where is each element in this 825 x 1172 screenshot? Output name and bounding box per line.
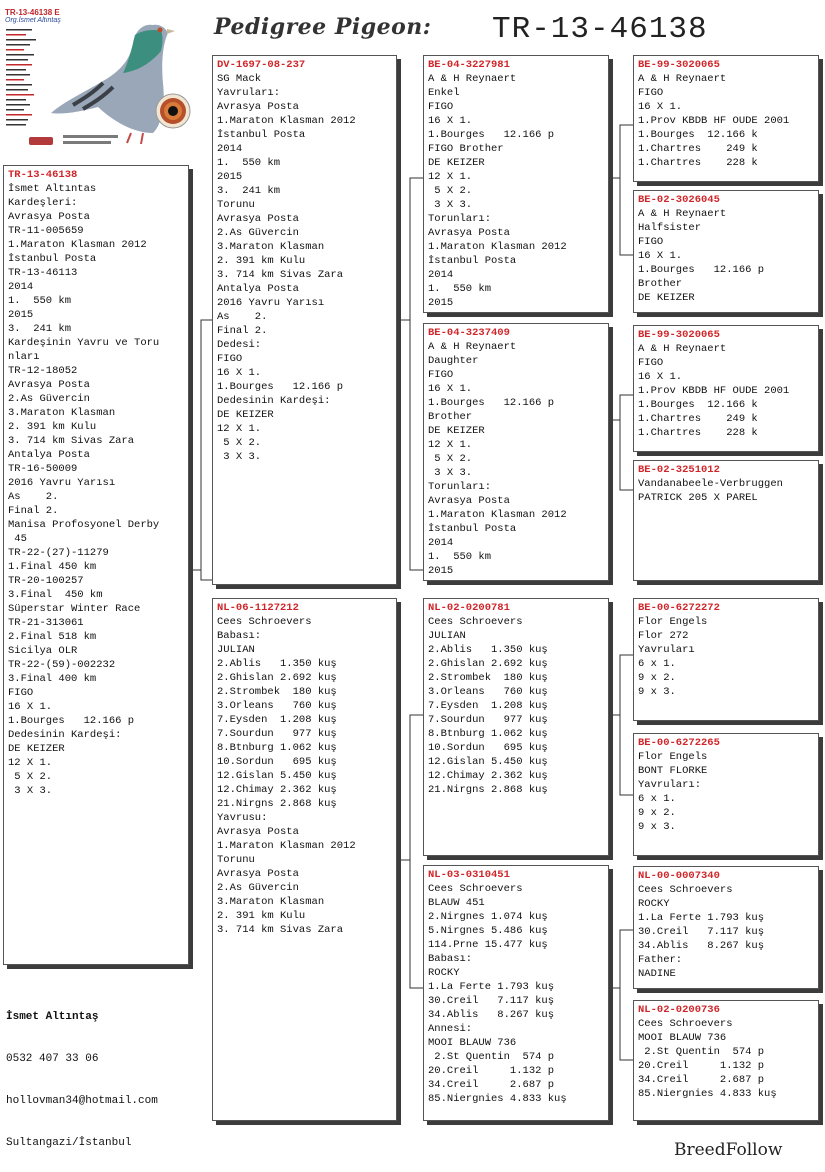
card-line: 2. 391 km Kulu [8, 421, 97, 433]
connector-ds-dss [609, 655, 634, 715]
card-line: 2014 [428, 269, 454, 281]
card-line: 85.Niergnies 4.833 kuş [638, 1088, 777, 1100]
card-line: 85.Niergnies 4.833 kuş [428, 1093, 567, 1105]
connector-ss-sss [609, 125, 634, 178]
card-line: 16 X 1. [638, 101, 683, 113]
card-line: TR-11-005659 [8, 225, 84, 237]
card-sss [633, 55, 819, 182]
card-line: 2015 [428, 297, 454, 309]
ring-number: NL-03-0310451 [428, 869, 510, 881]
logo-ring: TR-13-46138 E [5, 8, 60, 17]
card-line: 3. 714 km Sivas Zara [217, 924, 344, 936]
card-line: 2.Ablis 1.350 kuş [428, 644, 548, 656]
card-line: Flor Engels [638, 616, 708, 628]
connector-dd-dds [609, 930, 634, 988]
card-sire [212, 55, 397, 585]
card-line: Antalya Posta [8, 449, 90, 461]
card-line: 16 X 1. [428, 383, 473, 395]
card-line: İstanbul Posta [428, 523, 517, 535]
card-line: 1.La Ferte 1.793 kuş [638, 912, 765, 924]
card-line: TR-12-18052 [8, 365, 78, 377]
card-line: 2.Nirgnes 1.074 kuş [428, 911, 548, 923]
card-line: 5 X 2. [8, 771, 53, 783]
card-line: 2.St Quentin 574 p [638, 1046, 765, 1058]
card-line: Yavruları: [217, 87, 281, 99]
card-line: Brother [638, 278, 683, 290]
logo-org: Org.İsmet Altıntaş [5, 17, 61, 24]
card-line: TR-16-50009 [8, 463, 78, 475]
card-sdd [633, 460, 819, 581]
card-line: 12.Chimay 2.362 kuş [428, 770, 548, 782]
card-line: 1. 550 km [217, 157, 281, 169]
card-line: Dedesinin Kardeşi: [8, 729, 122, 741]
card-line: İstanbul Posta [217, 129, 306, 141]
card-line: 1.Maraton Klasman 2012 [217, 115, 356, 127]
card-line: 1.Maraton Klasman 2012 [217, 840, 356, 852]
card-line: 3. 241 km [8, 323, 72, 335]
card-line: As 2. [8, 491, 59, 503]
card-line: Babası: [428, 953, 473, 965]
card-line: 2014 [217, 143, 243, 155]
card-line: 1.Final 450 km [8, 561, 97, 573]
card-line: Kardeşleri: [8, 197, 78, 209]
card-line: 9 x 3. [638, 821, 676, 833]
card-line: 16 X 1. [217, 367, 262, 379]
card-line: 3.Maraton Klasman [217, 896, 325, 908]
card-line: 2014 [8, 281, 34, 293]
card-line: Antalya Posta [217, 283, 299, 295]
card-line: 8.Btnburg 1.062 kuş [217, 742, 337, 754]
card-line: 2.As Güvercin [217, 227, 299, 239]
ring-number: BE-04-3227981 [428, 59, 510, 71]
card-lines [638, 477, 814, 505]
card-line: 34.Ablis 8.267 kuş [638, 940, 765, 952]
card-line: Yavrusu: [217, 812, 268, 824]
card-lines [428, 340, 604, 578]
card-lines [8, 182, 184, 798]
card-line: FIGO [638, 236, 664, 248]
card-line: 3. 714 km Sivas Zara [8, 435, 135, 447]
card-line: 45 [8, 533, 27, 545]
card-line: 2. 391 km Kulu [217, 910, 306, 922]
ring-number: BE-00-6272265 [638, 737, 720, 749]
card-line: DE KEIZER [638, 292, 695, 304]
card-line: A & H Reynaert [428, 73, 517, 85]
card-line: 3 X 3. [217, 451, 262, 463]
card-line: TR-13-46113 [8, 267, 78, 279]
card-line: 1.Bourges 12.166 p [217, 381, 344, 393]
card-line: 6 x 1. [638, 793, 676, 805]
card-line: 34.Creil 2.687 p [428, 1079, 555, 1091]
card-line: JULIAN [217, 644, 255, 656]
card-line: Enkel [428, 87, 460, 99]
connector-subject-sire [189, 320, 214, 570]
card-line: DE KEIZER [428, 157, 485, 169]
card-line: Flor 272 [638, 630, 689, 642]
page-ring-number: TR-13-46138 [492, 12, 708, 47]
ring-number: NL-06-1127212 [217, 602, 299, 614]
card-line: 5 X 2. [428, 185, 473, 197]
card-line: A & H Reynaert [638, 73, 727, 85]
card-line: 12.Chimay 2.362 kuş [217, 784, 337, 796]
card-line: 20.Creil 1.132 p [638, 1060, 765, 1072]
card-line: 3. 714 km Sivas Zara [217, 269, 344, 281]
card-dam-dam [423, 865, 609, 1121]
card-line: 1.Chartres 228 k [638, 157, 758, 169]
card-line: 3 X 3. [428, 199, 473, 211]
card-line: 1. 550 km [428, 551, 492, 563]
card-line: Cees Schroevers [217, 616, 312, 628]
card-line: 2.Strombek 180 kuş [217, 686, 337, 698]
card-line: Kardeşinin Yavru ve Toru [8, 337, 160, 349]
contact-block [6, 982, 158, 1164]
contact-name: İsmet Altıntaş [6, 1011, 99, 1023]
card-line: 3 X 3. [8, 785, 53, 797]
card-line: 2.Final 518 km [8, 631, 97, 643]
card-line: 21.Nirgns 2.868 kuş [217, 798, 337, 810]
card-line: 114.Prne 15.477 kuş [428, 939, 548, 951]
card-line: Torunu [217, 854, 255, 866]
connector-ss-ssd [620, 178, 634, 255]
contact-address: Sultangazi/İstanbul [6, 1137, 132, 1149]
card-line: 2.As Güvercin [217, 882, 299, 894]
card-line: 2. 391 km Kulu [217, 255, 306, 267]
card-line: DE KEIZER [8, 743, 65, 755]
card-line: 21.Nirgns 2.868 kuş [428, 784, 548, 796]
card-line: 12.Gislan 5.450 kuş [217, 770, 337, 782]
card-sire-sire [423, 55, 609, 313]
card-line: 1.Bourges 12.166 k [638, 399, 758, 411]
card-dam-sire [423, 598, 609, 856]
card-line: Halfsister [638, 222, 702, 234]
card-dss [633, 598, 819, 721]
card-line: İstanbul Posta [8, 253, 97, 265]
card-line: A & H Reynaert [638, 343, 727, 355]
card-lines [217, 72, 392, 464]
card-line: 30.Creil 7.117 kuş [638, 926, 765, 938]
card-line: 16 X 1. [638, 250, 683, 262]
card-line: Vandanabeele-Verbruggen [638, 478, 783, 490]
card-line: Father: [638, 954, 683, 966]
card-line: Cees Schroevers [428, 616, 523, 628]
ring-number: BE-02-3251012 [638, 464, 720, 476]
connector-dd-ddd [620, 988, 634, 1060]
card-lines [638, 342, 814, 440]
card-line: TR-20-100257 [8, 575, 84, 587]
card-line: 1.Maraton Klasman 2012 [428, 509, 567, 521]
card-line: TR-22-(27)-11279 [8, 547, 109, 559]
card-line: 3.Orleans 760 kuş [217, 700, 337, 712]
card-line: Final 2. [8, 505, 59, 517]
card-lines [217, 615, 392, 937]
card-line: 2.As Güvercin [8, 393, 90, 405]
card-line: 1.Prov KBDB HF OUDE 2001 [638, 115, 790, 127]
card-line: Avrasya Posta [217, 868, 299, 880]
card-line: 16 X 1. [638, 371, 683, 383]
card-line: BLAUW 451 [428, 897, 485, 909]
card-line: 1. 550 km [428, 283, 492, 295]
card-line: 12 X 1. [428, 171, 473, 183]
card-line: Avrasya Posta [428, 227, 510, 239]
card-line: 2014 [428, 537, 454, 549]
card-line: Annesi: [428, 1023, 473, 1035]
card-line: Daughter [428, 355, 479, 367]
card-line: 1.Bourges 12.166 p [8, 715, 135, 727]
card-lines [638, 750, 814, 834]
card-line: İsmet Altıntas [8, 183, 97, 195]
card-line: 1.Maraton Klasman 2012 [8, 239, 147, 251]
card-line: 1. 550 km [8, 295, 72, 307]
ring-number: DV-1697-08-237 [217, 59, 306, 71]
card-line: 2015 [217, 171, 243, 183]
card-line: 9 x 3. [638, 686, 676, 698]
card-line: 2016 Yavru Yarısı [8, 477, 116, 489]
card-line: 16 X 1. [428, 115, 473, 127]
card-line: FIGO [638, 87, 664, 99]
card-line: 9 x 2. [638, 807, 676, 819]
card-line: 7.Sourdun 977 kuş [428, 714, 548, 726]
card-line: FIGO [638, 357, 664, 369]
card-line: Final 2. [217, 325, 268, 337]
page-title: Pedigree Pigeon: [214, 14, 432, 40]
card-sds [633, 325, 819, 452]
card-line: 16 X 1. [8, 701, 53, 713]
card-line: 10.Sordun 695 kuş [428, 742, 548, 754]
card-line: Brother [428, 411, 473, 423]
card-lines [638, 883, 814, 981]
card-line: PATRICK 205 X PAREL [638, 492, 758, 504]
card-line: FIGO [8, 687, 34, 699]
card-line: 2015 [428, 565, 454, 577]
card-dds [633, 866, 819, 989]
ring-number: NL-02-0200781 [428, 602, 510, 614]
card-line: Avrasya Posta [217, 101, 299, 113]
card-ssd [633, 190, 819, 313]
card-line: 2015 [8, 309, 34, 321]
ring-number: BE-00-6272272 [638, 602, 720, 614]
connector-dam-ds [397, 715, 425, 860]
card-line: 3.Final 400 km [8, 673, 97, 685]
brand-footer[interactable]: BreedFollow [674, 1140, 783, 1160]
card-line: 1.Maraton Klasman 2012 [428, 241, 567, 253]
card-line: 2.Ghislan 2.692 kuş [217, 672, 337, 684]
card-line: Manisa Profosyonel Derby [8, 519, 160, 531]
card-dam [212, 598, 397, 1121]
card-line: Cees Schroevers [638, 884, 733, 896]
card-line: 1.Chartres 228 k [638, 427, 758, 439]
card-line: 34.Ablis 8.267 kuş [428, 1009, 555, 1021]
card-line: 9 x 2. [638, 672, 676, 684]
ring-number: BE-04-3237409 [428, 327, 510, 339]
ring-number: TR-13-46138 [8, 169, 78, 181]
card-line: Cees Schroevers [428, 883, 523, 895]
card-line: 2.Strombek 180 kuş [428, 672, 548, 684]
card-line: Yavruları [638, 644, 695, 656]
card-line: 1.Bourges 12.166 p [428, 397, 555, 409]
card-lines [428, 615, 604, 797]
card-line: Torunları: [428, 481, 492, 493]
logo-panel [3, 3, 191, 153]
card-line: 2.Ghislan 2.692 kuş [428, 658, 548, 670]
card-line: ROCKY [428, 967, 460, 979]
card-line: 2016 Yavru Yarısı [217, 297, 325, 309]
card-line: 1.Prov KBDB HF OUDE 2001 [638, 385, 790, 397]
contact-email[interactable]: hollovman34@hotmail.com [6, 1095, 158, 1107]
ring-number: NL-02-0200736 [638, 1004, 720, 1016]
card-lines [638, 72, 814, 170]
card-line: FIGO [217, 353, 243, 365]
card-line: Yavruları: [638, 779, 702, 791]
card-line: 3.Maraton Klasman [8, 407, 116, 419]
card-line: TR-22-(59)-002232 [8, 659, 116, 671]
connector-sire-ss [397, 178, 425, 320]
card-line: 1.Bourges 12.166 p [638, 264, 765, 276]
card-line: Avrasya Posta [428, 495, 510, 507]
card-line: MOOI BLAUW 736 [638, 1032, 727, 1044]
card-line: 20.Creil 1.132 p [428, 1065, 555, 1077]
card-line: 12 X 1. [428, 439, 473, 451]
card-lines [638, 1017, 814, 1101]
card-line: A & H Reynaert [428, 341, 517, 353]
card-lines [428, 882, 604, 1106]
card-line: 10.Sordun 695 kuş [217, 756, 337, 768]
card-line: 34.Creil 2.687 p [638, 1074, 765, 1086]
card-line: 3. 241 km [217, 185, 281, 197]
card-line: Süperstar Winter Race [8, 603, 141, 615]
card-line: FIGO [428, 369, 454, 381]
card-line: Avrasya Posta [8, 211, 90, 223]
connector-sd-sdd [620, 420, 634, 490]
card-line: 5.Nirgnes 5.486 kuş [428, 925, 548, 937]
card-line: 7.Sourdun 977 kuş [217, 728, 337, 740]
card-line: Avrasya Posta [8, 379, 90, 391]
card-subject [3, 165, 189, 965]
card-dsd [633, 733, 819, 856]
card-line: Flor Engels [638, 751, 708, 763]
card-line: NADINE [638, 968, 676, 980]
card-line: SG Mack [217, 73, 262, 85]
card-line: Dedesinin Kardeşi: [217, 395, 331, 407]
card-line: 3.Final 450 km [8, 589, 103, 601]
card-line: 8.Btnburg 1.062 kuş [428, 728, 548, 740]
card-line: 1.Chartres 249 k [638, 413, 758, 425]
card-line: Sicilya OLR [8, 645, 78, 657]
card-line: BONT FLORKE [638, 765, 708, 777]
card-line: 12 X 1. [8, 757, 53, 769]
contact-phone: 0532 407 33 06 [6, 1053, 99, 1065]
card-line: JULIAN [428, 630, 466, 642]
card-line: Torunu [217, 199, 255, 211]
card-line: 7.Eysden 1.208 kuş [217, 714, 337, 726]
card-line: 1.Chartres 249 k [638, 143, 758, 155]
card-line: 5 X 2. [217, 437, 262, 449]
card-line: TR-21-313061 [8, 617, 84, 629]
card-line: 30.Creil 7.117 kuş [428, 995, 555, 1007]
card-line: 3.Orleans 760 kuş [428, 686, 548, 698]
card-line: 3 X 3. [428, 467, 473, 479]
pigeon-image [3, 3, 191, 153]
card-lines [638, 207, 814, 305]
card-line: Avrasya Posta [217, 213, 299, 225]
card-sire-dam [423, 323, 609, 581]
card-line: İstanbul Posta [428, 255, 517, 267]
card-line: 1.Bourges 12.166 p [428, 129, 555, 141]
card-line: Torunları: [428, 213, 492, 225]
card-line: nları [8, 351, 40, 363]
card-ddd [633, 1000, 819, 1121]
card-line: Avrasya Posta [217, 826, 299, 838]
card-line: As 2. [217, 311, 268, 323]
ring-number: BE-02-3026045 [638, 194, 720, 206]
card-line: MOOI BLAUW 736 [428, 1037, 517, 1049]
ring-number: BE-99-3020065 [638, 59, 720, 71]
card-line: FIGO [428, 101, 454, 113]
card-line: 2.St Quentin 574 p [428, 1051, 555, 1063]
card-line: 5 X 2. [428, 453, 473, 465]
card-line: 12.Gislan 5.450 kuş [428, 756, 548, 768]
ring-number: BE-99-3020065 [638, 329, 720, 341]
card-line: 2.Ablis 1.350 kuş [217, 658, 337, 670]
card-lines [428, 72, 604, 310]
card-line: 1.Bourges 12.166 k [638, 129, 758, 141]
card-line: FIGO Brother [428, 143, 504, 155]
card-line: Babası: [217, 630, 262, 642]
card-line: DE KEIZER [217, 409, 274, 421]
card-line: 7.Eysden 1.208 kuş [428, 700, 548, 712]
card-line: DE KEIZER [428, 425, 485, 437]
card-line: 6 x 1. [638, 658, 676, 670]
card-line: Cees Schroevers [638, 1018, 733, 1030]
card-line: Dedesi: [217, 339, 262, 351]
card-line: ROCKY [638, 898, 670, 910]
card-line: A & H Reynaert [638, 208, 727, 220]
card-line: 3.Maraton Klasman [217, 241, 325, 253]
connector-ds-dsd [620, 715, 634, 795]
connector-sd-sds [609, 395, 634, 420]
card-line: 12 X 1. [217, 423, 262, 435]
card-line: 1.La Ferte 1.793 kuş [428, 981, 555, 993]
ring-number: NL-00-0007340 [638, 870, 720, 882]
card-lines [638, 615, 814, 699]
